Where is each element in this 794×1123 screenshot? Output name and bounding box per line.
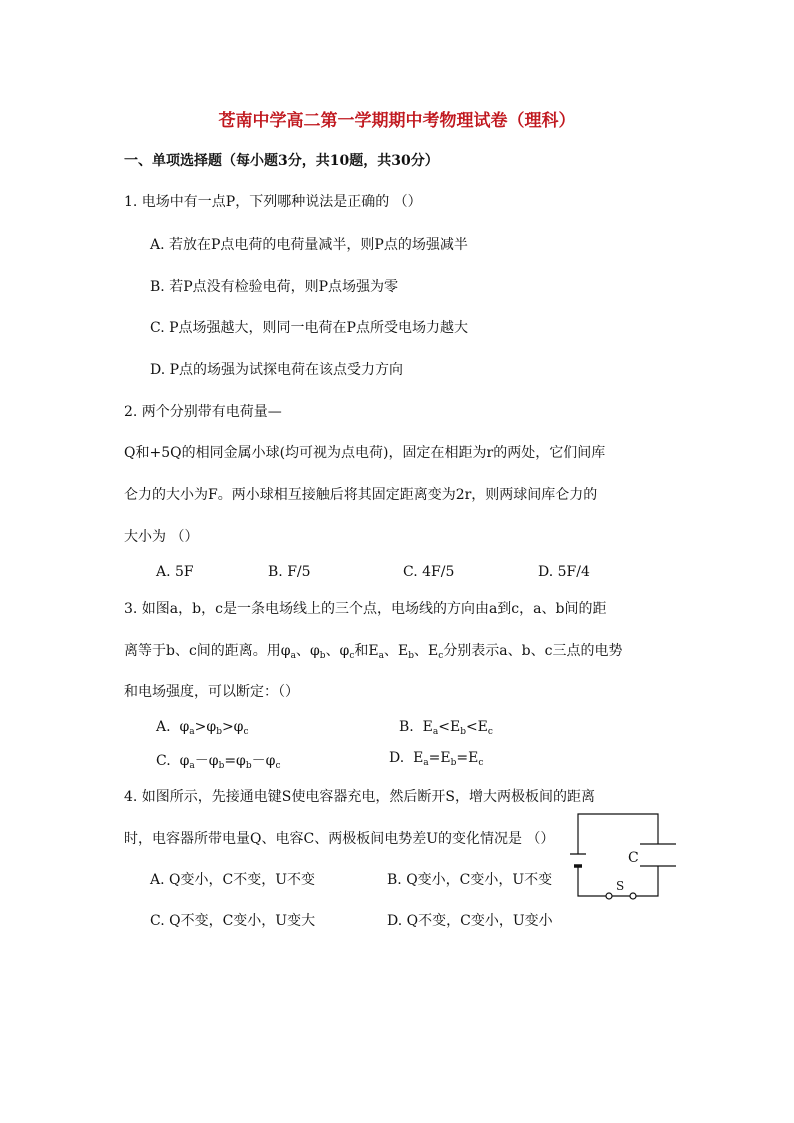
switch-contact-right	[630, 893, 636, 899]
question-3-line-3: 和电场强度，可以断定：（）	[124, 684, 299, 700]
question-2-line-2: Q和+5Q的相同金属小球(均可视为点电荷)，固定在相距为r的两处，它们间库	[124, 445, 606, 461]
question-1-stem: 1. 电场中有一点P，下列哪种说法是正确的 （）	[124, 194, 422, 210]
question-4-option-d: D. Q不变，C变小，U变小	[387, 913, 553, 929]
question-1-option-b: B. 若P点没有检验电荷，则P点场强为零	[150, 279, 399, 295]
question-2-option-a: A. 5F	[156, 564, 194, 580]
question-3-option-d: D. $E_a=E_b=E_c$	[389, 750, 484, 768]
question-2-option-c: C. 4F/5	[403, 564, 455, 580]
question-1-option-a: A. 若放在P点电荷的电荷量减半，则P点的场强减半	[150, 237, 468, 253]
circuit-diagram	[560, 810, 690, 910]
question-2-line-3: 仑力的大小为F。两小球相互接触后将其固定距离变为2r，则两球间库仑力的	[124, 487, 598, 503]
page-title: 苍南中学高二第一学期期中考物理试卷（理科）	[218, 111, 576, 131]
question-4-option-a: A. Q变小，C不变，U不变	[150, 872, 315, 888]
question-3-option-c: C. $\varphi_a-\varphi_b=\varphi_b-\varphi_c$	[156, 753, 281, 771]
circuit-bottom-left-wire	[578, 870, 606, 896]
section-heading: 一、单项选择题（每小题3分，共10题，共30分）	[124, 153, 439, 169]
circuit-bottom-right-wire	[636, 866, 658, 896]
question-4-line-2: 时，电容器所带电量Q、电容C、两极板间电势差U的变化情况是 （）	[124, 831, 555, 847]
question-4-line-1: 4. 如图所示，先接通电键S使电容器充电，然后断开S，增大两极板间的距离	[124, 789, 595, 805]
question-2-line-1: 2. 两个分别带有电荷量—	[124, 404, 282, 420]
switch-label: S	[616, 879, 625, 893]
question-1-option-c: C. P点场强越大，则同一电荷在P点所受电场力越大	[150, 320, 468, 336]
question-4-option-b: B. Q变小，C变小，U不变	[387, 872, 553, 888]
question-2-option-d: D. 5F/4	[538, 564, 590, 580]
question-2-line-4: 大小为 （）	[124, 529, 199, 545]
question-2-option-b: B. F/5	[268, 564, 311, 580]
question-3-option-b: B. $E_a<E_b<E_c$	[399, 719, 493, 737]
question-4-option-c: C. Q不变，C变小，U变大	[150, 913, 316, 929]
question-1-option-d: D. P点的场强为试探电荷在该点受力方向	[150, 362, 404, 378]
question-3-line-2: 离等于b、c间的距离。用$\varphi_a$、$\varphi_b$、$\varphi_c$和$E_a$、$E_b$、$E_c$分别表示a、b、c三点的电势	[124, 643, 623, 661]
capacitor-label: C	[628, 850, 639, 866]
circuit-top-wire	[578, 814, 658, 844]
switch-contact-left	[606, 893, 612, 899]
question-3-option-a: A. $\varphi_a>\varphi_b>\varphi_c$	[156, 719, 249, 737]
question-3-line-1: 3. 如图a，b，c是一条电场线上的三个点，电场线的方向由a到c，a、b间的距	[124, 601, 607, 617]
